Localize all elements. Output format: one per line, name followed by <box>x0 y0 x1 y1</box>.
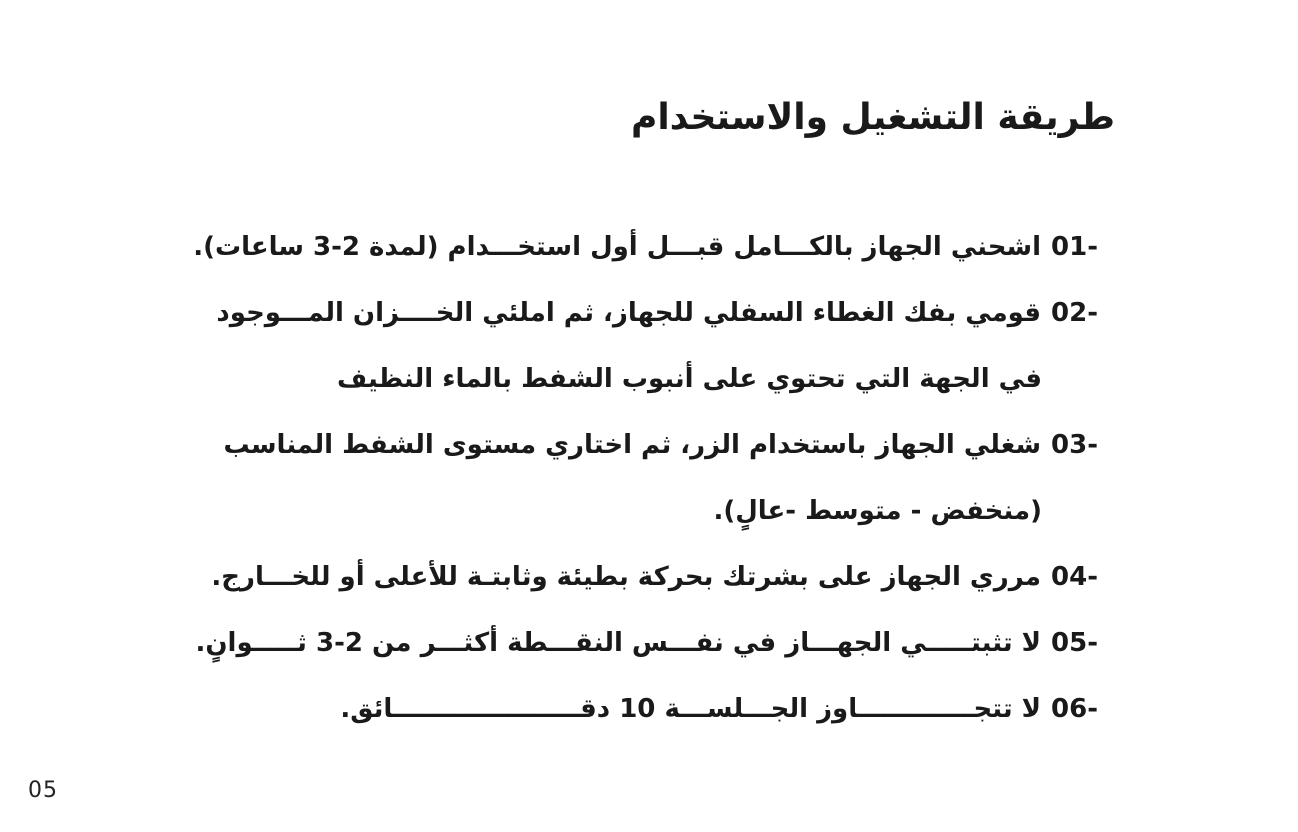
step-text: في الجهة التي تحتوي على أنبوب الشفط بالماء النظيف <box>337 364 1042 394</box>
step-number: 04- <box>1051 562 1098 592</box>
step-4 <box>178 544 1098 610</box>
steps-list <box>178 214 1098 742</box>
page-number: 05 <box>28 778 58 803</box>
step-2 <box>178 280 1098 346</box>
step-number: 03- <box>1051 430 1098 460</box>
step-text: شغلي الجهاز باستخدام الزر، ثم اختاري مستوى الشفط المناسب <box>223 430 1042 460</box>
step-text: قومي بفك الغطاء السفلي للجهاز، ثم املئي الخــــزان المـــوجود <box>216 298 1042 328</box>
step-6 <box>178 676 1098 742</box>
step-number: 06- <box>1051 694 1098 724</box>
step-text: مرري الجهاز على بشرتك بحركة بطيئة وثابتـة للأعلى أو للخـــارج. <box>211 562 1042 592</box>
step-text: اشحني الجهاز بالكـــامل قبـــل أول استخـــدام (لمدة 2-3 ساعات). <box>193 232 1042 262</box>
page-title: طريقة التشغيل والاستخدام <box>630 97 1115 138</box>
step-5 <box>178 610 1098 676</box>
step-text: (منخفض - متوسط -عالٍ). <box>713 496 1042 526</box>
step-number: 01- <box>1051 232 1098 262</box>
step-1 <box>178 214 1098 280</box>
step-number: 05- <box>1051 628 1098 658</box>
step-3-continuation <box>178 478 1098 544</box>
step-text: لا تتجـــــــــــــاوز الجـــلســـة 10 دقـــــــــــــــــــــائق. <box>340 694 1042 724</box>
step-number: 02- <box>1051 298 1098 328</box>
step-text: لا تثبتـــــي الجهـــاز في نفـــس النقـــطة أكثـــر من 2-3 ثـــــوانٍ. <box>195 628 1042 658</box>
step-3 <box>178 412 1098 478</box>
step-2-continuation <box>178 346 1098 412</box>
